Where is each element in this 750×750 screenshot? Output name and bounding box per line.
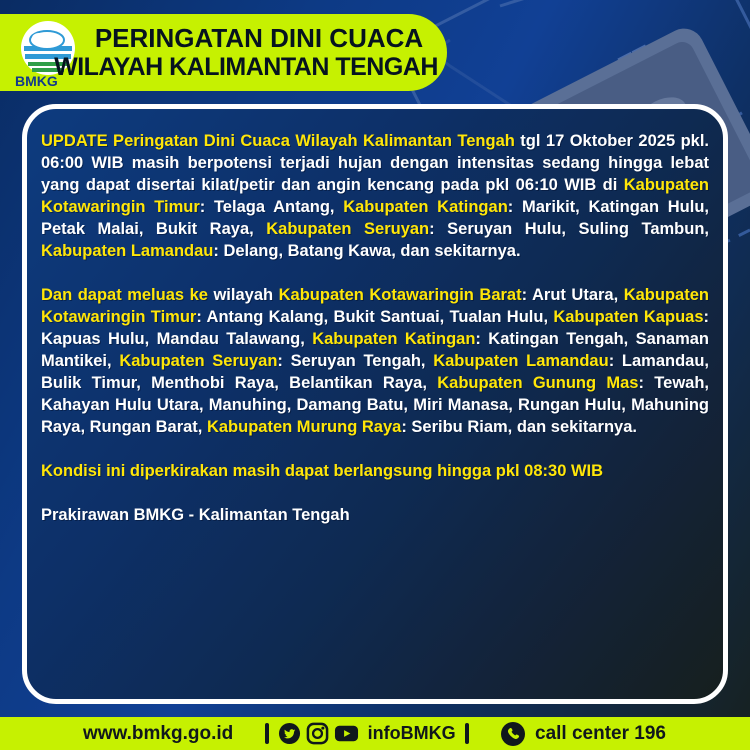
phone-icon — [500, 721, 526, 747]
footer-separator — [465, 723, 469, 744]
footer-call-center: call center 196 — [535, 722, 666, 744]
header-banner — [0, 14, 447, 91]
instagram-icon — [306, 722, 329, 745]
warning-paragraph: Dan dapat meluas ke wilayah Kabupaten Kotawaringin Barat: Arut Utara, Kabupaten Kotawaringin Timur: Antang Kalang, Bukit Santuai, Tualan Hulu, Kabupaten Kapuas: Kapuas Hulu, Mandau Talawang, Kabupaten Katingan: Katingan Tengah, Sanaman Mantikei, Kabupaten Seruyan: Seruyan Tengah, Kabupaten Lamandau: Lamandau, Bulik Timur, Menthobi Raya, Belantikan Raya, Kabupaten Gunung Mas: Tewah, Kahayan Hulu Utara, Manuhing, Damang Batu, Miri Manasa, Rungan Hulu, Mahuning Raya, Rungan Barat, Kabupaten Murung Raya: Seribu Riam, dan sekitarnya. — [41, 286, 710, 436]
footer-separator — [265, 723, 269, 744]
warning-text — [41, 130, 709, 526]
title-line1: PERINGATAN DINI CUACA — [94, 22, 424, 53]
bmkg-logo-text: BMKG — [15, 73, 58, 89]
warning-paragraph: Prakirawan BMKG - Kalimantan Tengah — [41, 506, 350, 524]
page-title — [54, 14, 440, 91]
warning-panel — [22, 104, 728, 704]
title-line2: WILAYAH KALIMANTAN TENGAH — [54, 53, 438, 82]
footer-social-handle: infoBMKG — [367, 723, 456, 743]
youtube-icon — [334, 722, 359, 745]
twitter-icon — [278, 722, 301, 745]
warning-paragraph: Kondisi ini diperkirakan masih dapat berlangsung hingga pkl 08:30 WIB — [41, 462, 604, 480]
warning-paragraph: UPDATE Peringatan Dini Cuaca Wilayah Kalimantan Tengah tgl 17 Oktober 2025 pkl. 06:00 WIB masih berpotensi terjadi hujan dengan intensitas sedang hingga lebat yang dapat disertai kilat/petir dan angin kencang pada pkl 06:10 WIB di Kabupaten Kotawaringin Timur: Telaga Antang, Kabupaten Katingan: Marikit, Katingan Hulu, Petak Malai, Bukit Raya, Kabupaten Seruyan: Seruyan Hulu, Suling Tambun, Kabupaten Lamandau: Delang, Batang Kawa, dan sekitarnya. — [41, 132, 710, 260]
footer-website: www.bmkg.go.id — [83, 722, 234, 744]
footer-bar — [0, 717, 750, 750]
